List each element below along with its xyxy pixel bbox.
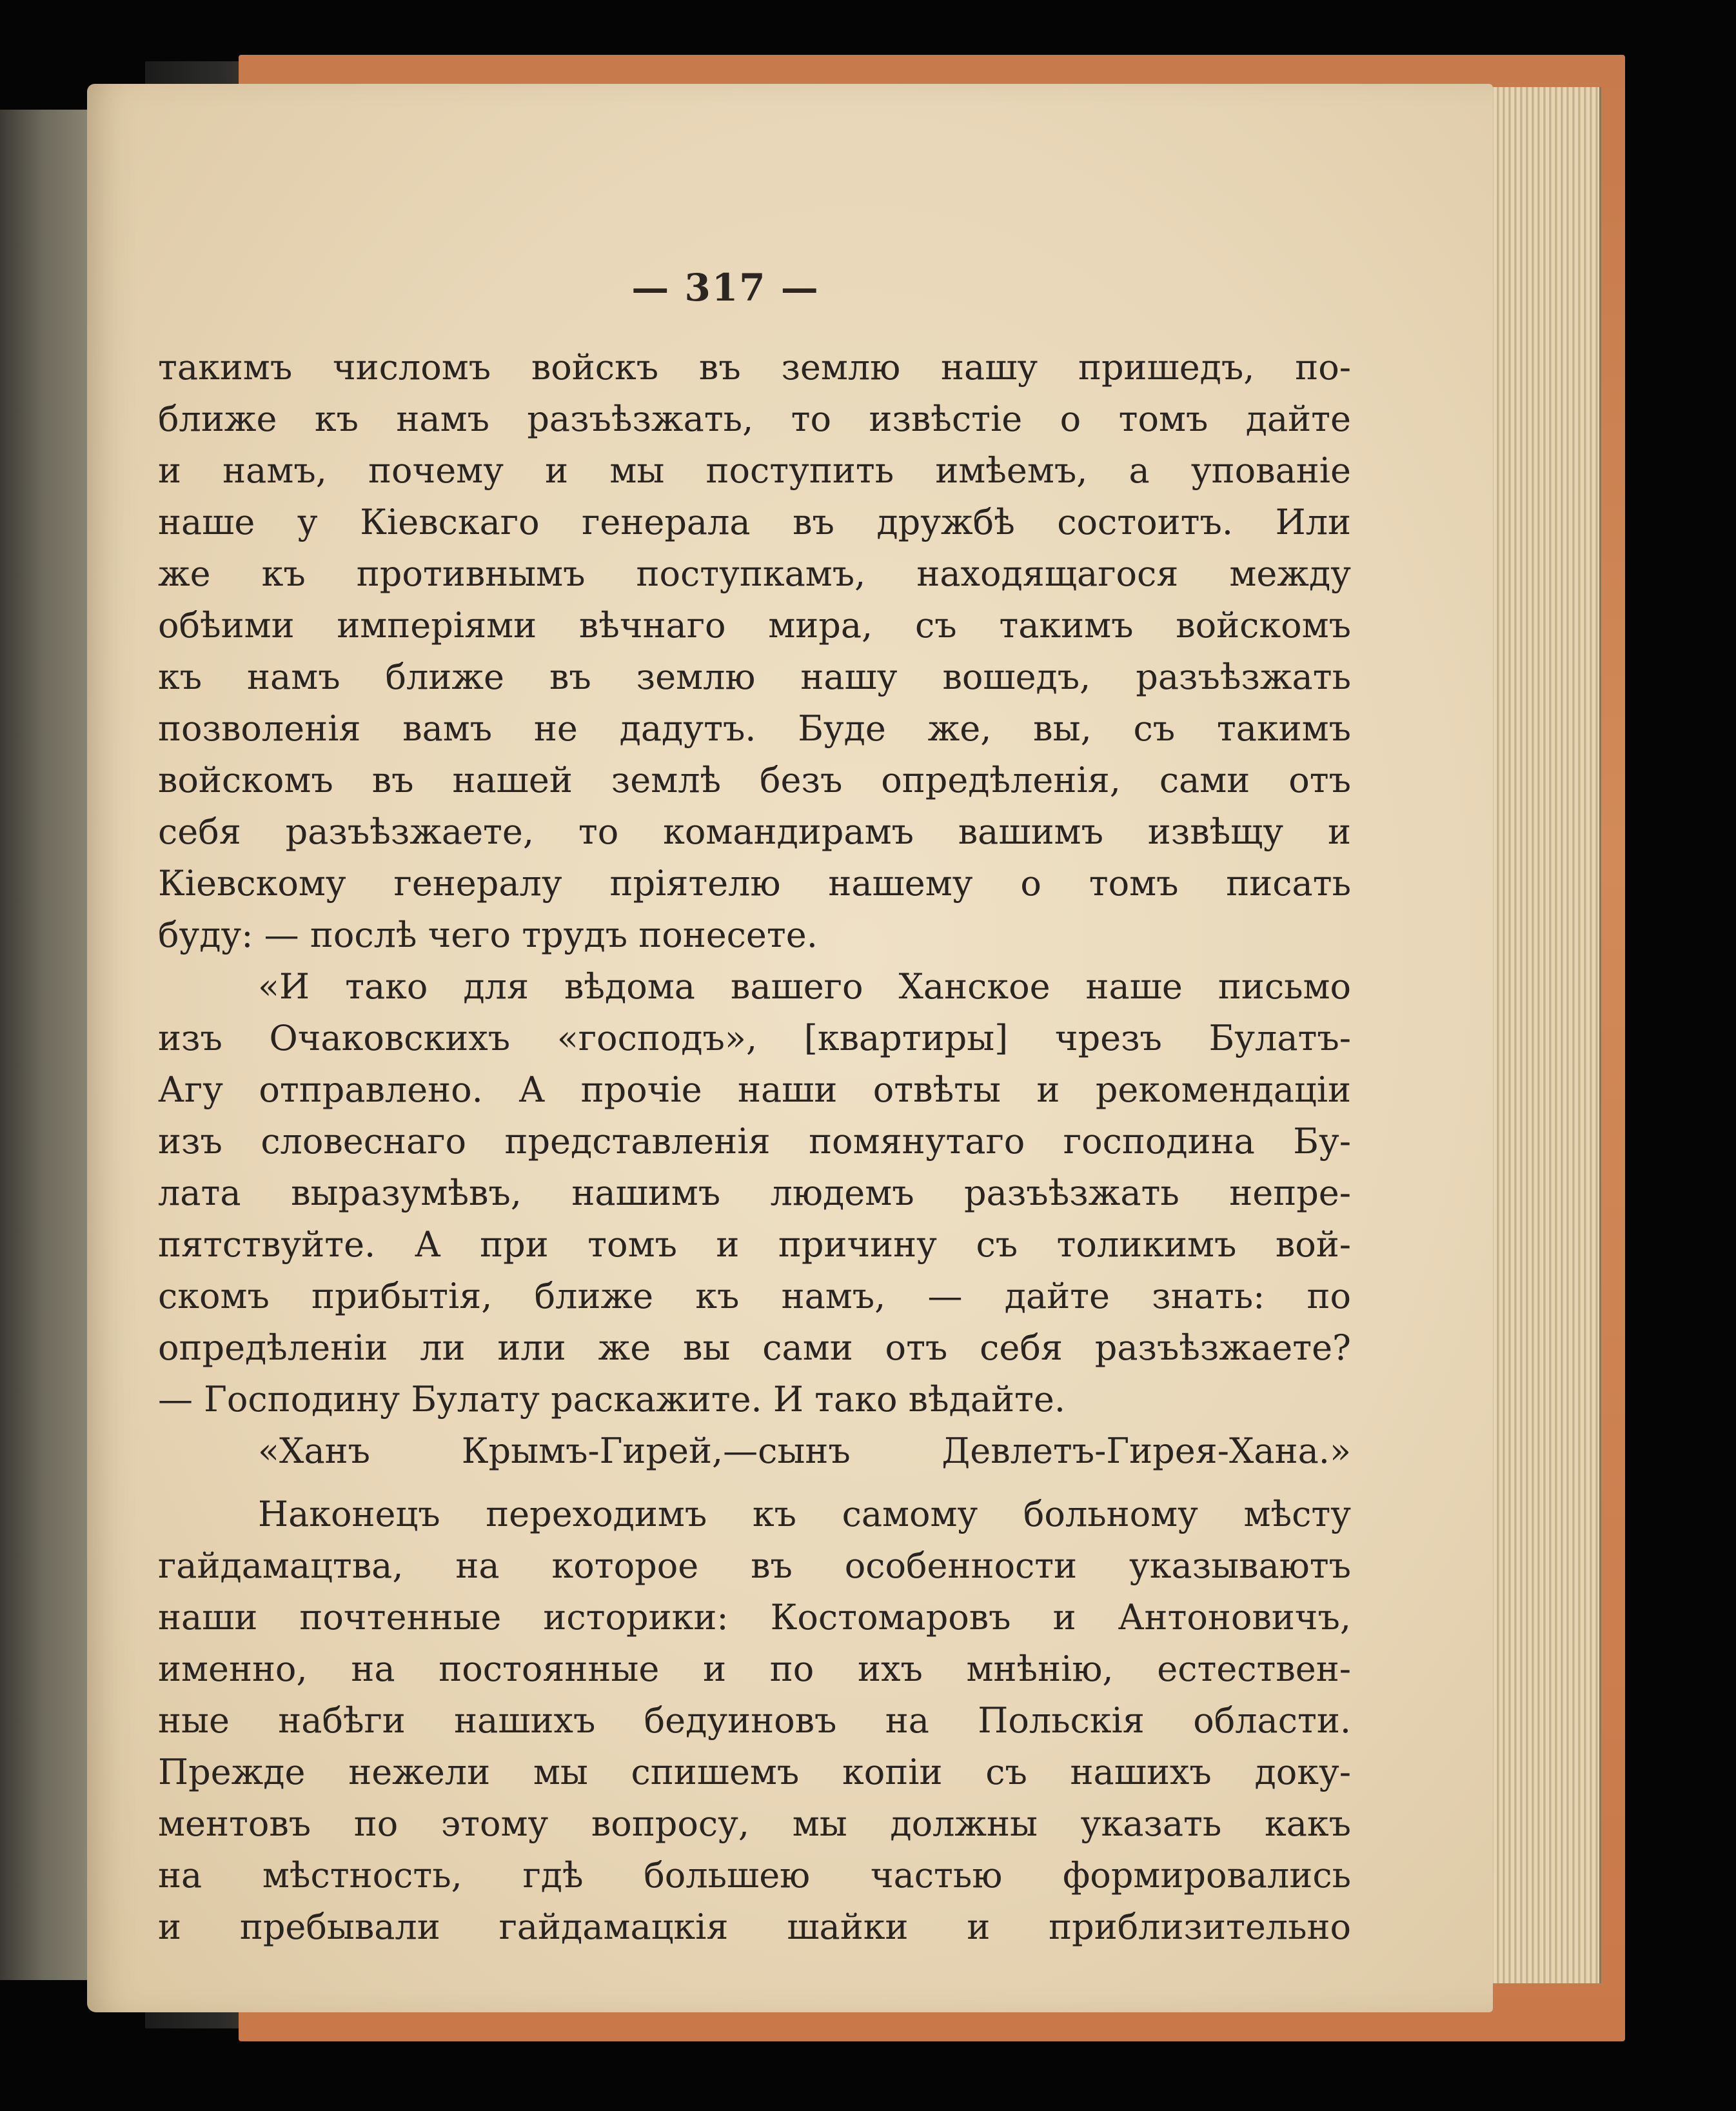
text-line: обѣими имперіями вѣчнаго мира, съ такимъ войскомъ <box>158 605 1351 646</box>
text-line: и намъ, почему и мы поступить имѣемъ, а упованіе <box>158 450 1351 491</box>
text-line: такимъ числомъ войскъ въ землю нашу пришедъ, по- <box>158 347 1351 388</box>
text-line: Агу отправлено. А прочіе наши отвѣты и рекомендаціи <box>158 1069 1351 1110</box>
text-line: — Господину Булату раскажите. И тако вѣдайте. <box>158 1379 1066 1420</box>
text-line: ментовъ по этому вопросу, мы должны указать какъ <box>158 1803 1351 1844</box>
text-line: лата выразумѣвъ, нашимъ людемъ разъѣзжать непре- <box>158 1173 1351 1213</box>
text-line: гайдамацтва, на которое въ особенности указываютъ <box>158 1545 1351 1586</box>
page-number: — 317 — <box>631 266 820 310</box>
text-line: ближе къ намъ разъѣзжать, то извѣстіе о томъ дайте <box>158 399 1351 439</box>
text-line: же къ противнымъ поступкамъ, находящагося между <box>158 553 1351 594</box>
previous-page-edge <box>0 110 97 1980</box>
text-line: Кіевскому генералу пріятелю нашему о томъ писать <box>158 863 1351 904</box>
text-line: Наконецъ переходимъ къ самому больному мѣсту <box>258 1494 1351 1534</box>
text-line: буду: — послѣ чего трудъ понесете. <box>158 915 818 955</box>
page-text <box>158 342 1351 1953</box>
text-line: скомъ прибытія, ближе къ намъ, — дайте знать: по <box>158 1276 1351 1316</box>
text-line: опредѣленіи ли или же вы сами отъ себя разъѣзжаете? <box>158 1327 1351 1368</box>
text-line: позволенія вамъ не дадутъ. Буде же, вы, съ такимъ <box>158 708 1351 749</box>
text-line: на мѣстность, гдѣ большею частью формировались <box>158 1855 1351 1896</box>
text-line: наше у Кіевскаго генерала въ дружбѣ состоитъ. Или <box>158 502 1351 542</box>
text-line: именно, на постоянные и по ихъ мнѣнію, естествен- <box>158 1649 1351 1689</box>
text-line: «И тако для вѣдома вашего Ханское наше письмо <box>258 966 1351 1007</box>
text-line: изъ словеснаго представленія помянутаго господина Бу- <box>158 1121 1351 1162</box>
text-line: и пребывали гайдамацкія шайки и приблизительно <box>158 1907 1351 1947</box>
text-line: къ намъ ближе въ землю нашу вошедъ, разъѣзжать <box>158 657 1351 697</box>
text-line: ные набѣги нашихъ бедуиновъ на Польскія области. <box>158 1700 1351 1741</box>
signature-line: «Ханъ Крымъ-Гирей,—сынъ Девлетъ-Гирея-Хана.» <box>258 1431 1351 1471</box>
text-line: пятствуйте. А при томъ и причину съ толикимъ вой- <box>158 1224 1351 1265</box>
book-page <box>87 84 1493 2012</box>
text-line: Прежде нежели мы спишемъ копіи съ нашихъ доку- <box>158 1752 1351 1792</box>
text-line: войскомъ въ нашей землѣ безъ опредѣленія, сами отъ <box>158 760 1351 800</box>
text-line: наши почтенные историки: Костомаровъ и Антоновичъ, <box>158 1597 1351 1638</box>
text-line: изъ Очаковскихъ «господъ», [квартиры] чрезъ Булатъ- <box>158 1018 1351 1058</box>
text-line: себя разъѣзжаете, то командирамъ вашимъ извѣщу и <box>158 811 1351 852</box>
